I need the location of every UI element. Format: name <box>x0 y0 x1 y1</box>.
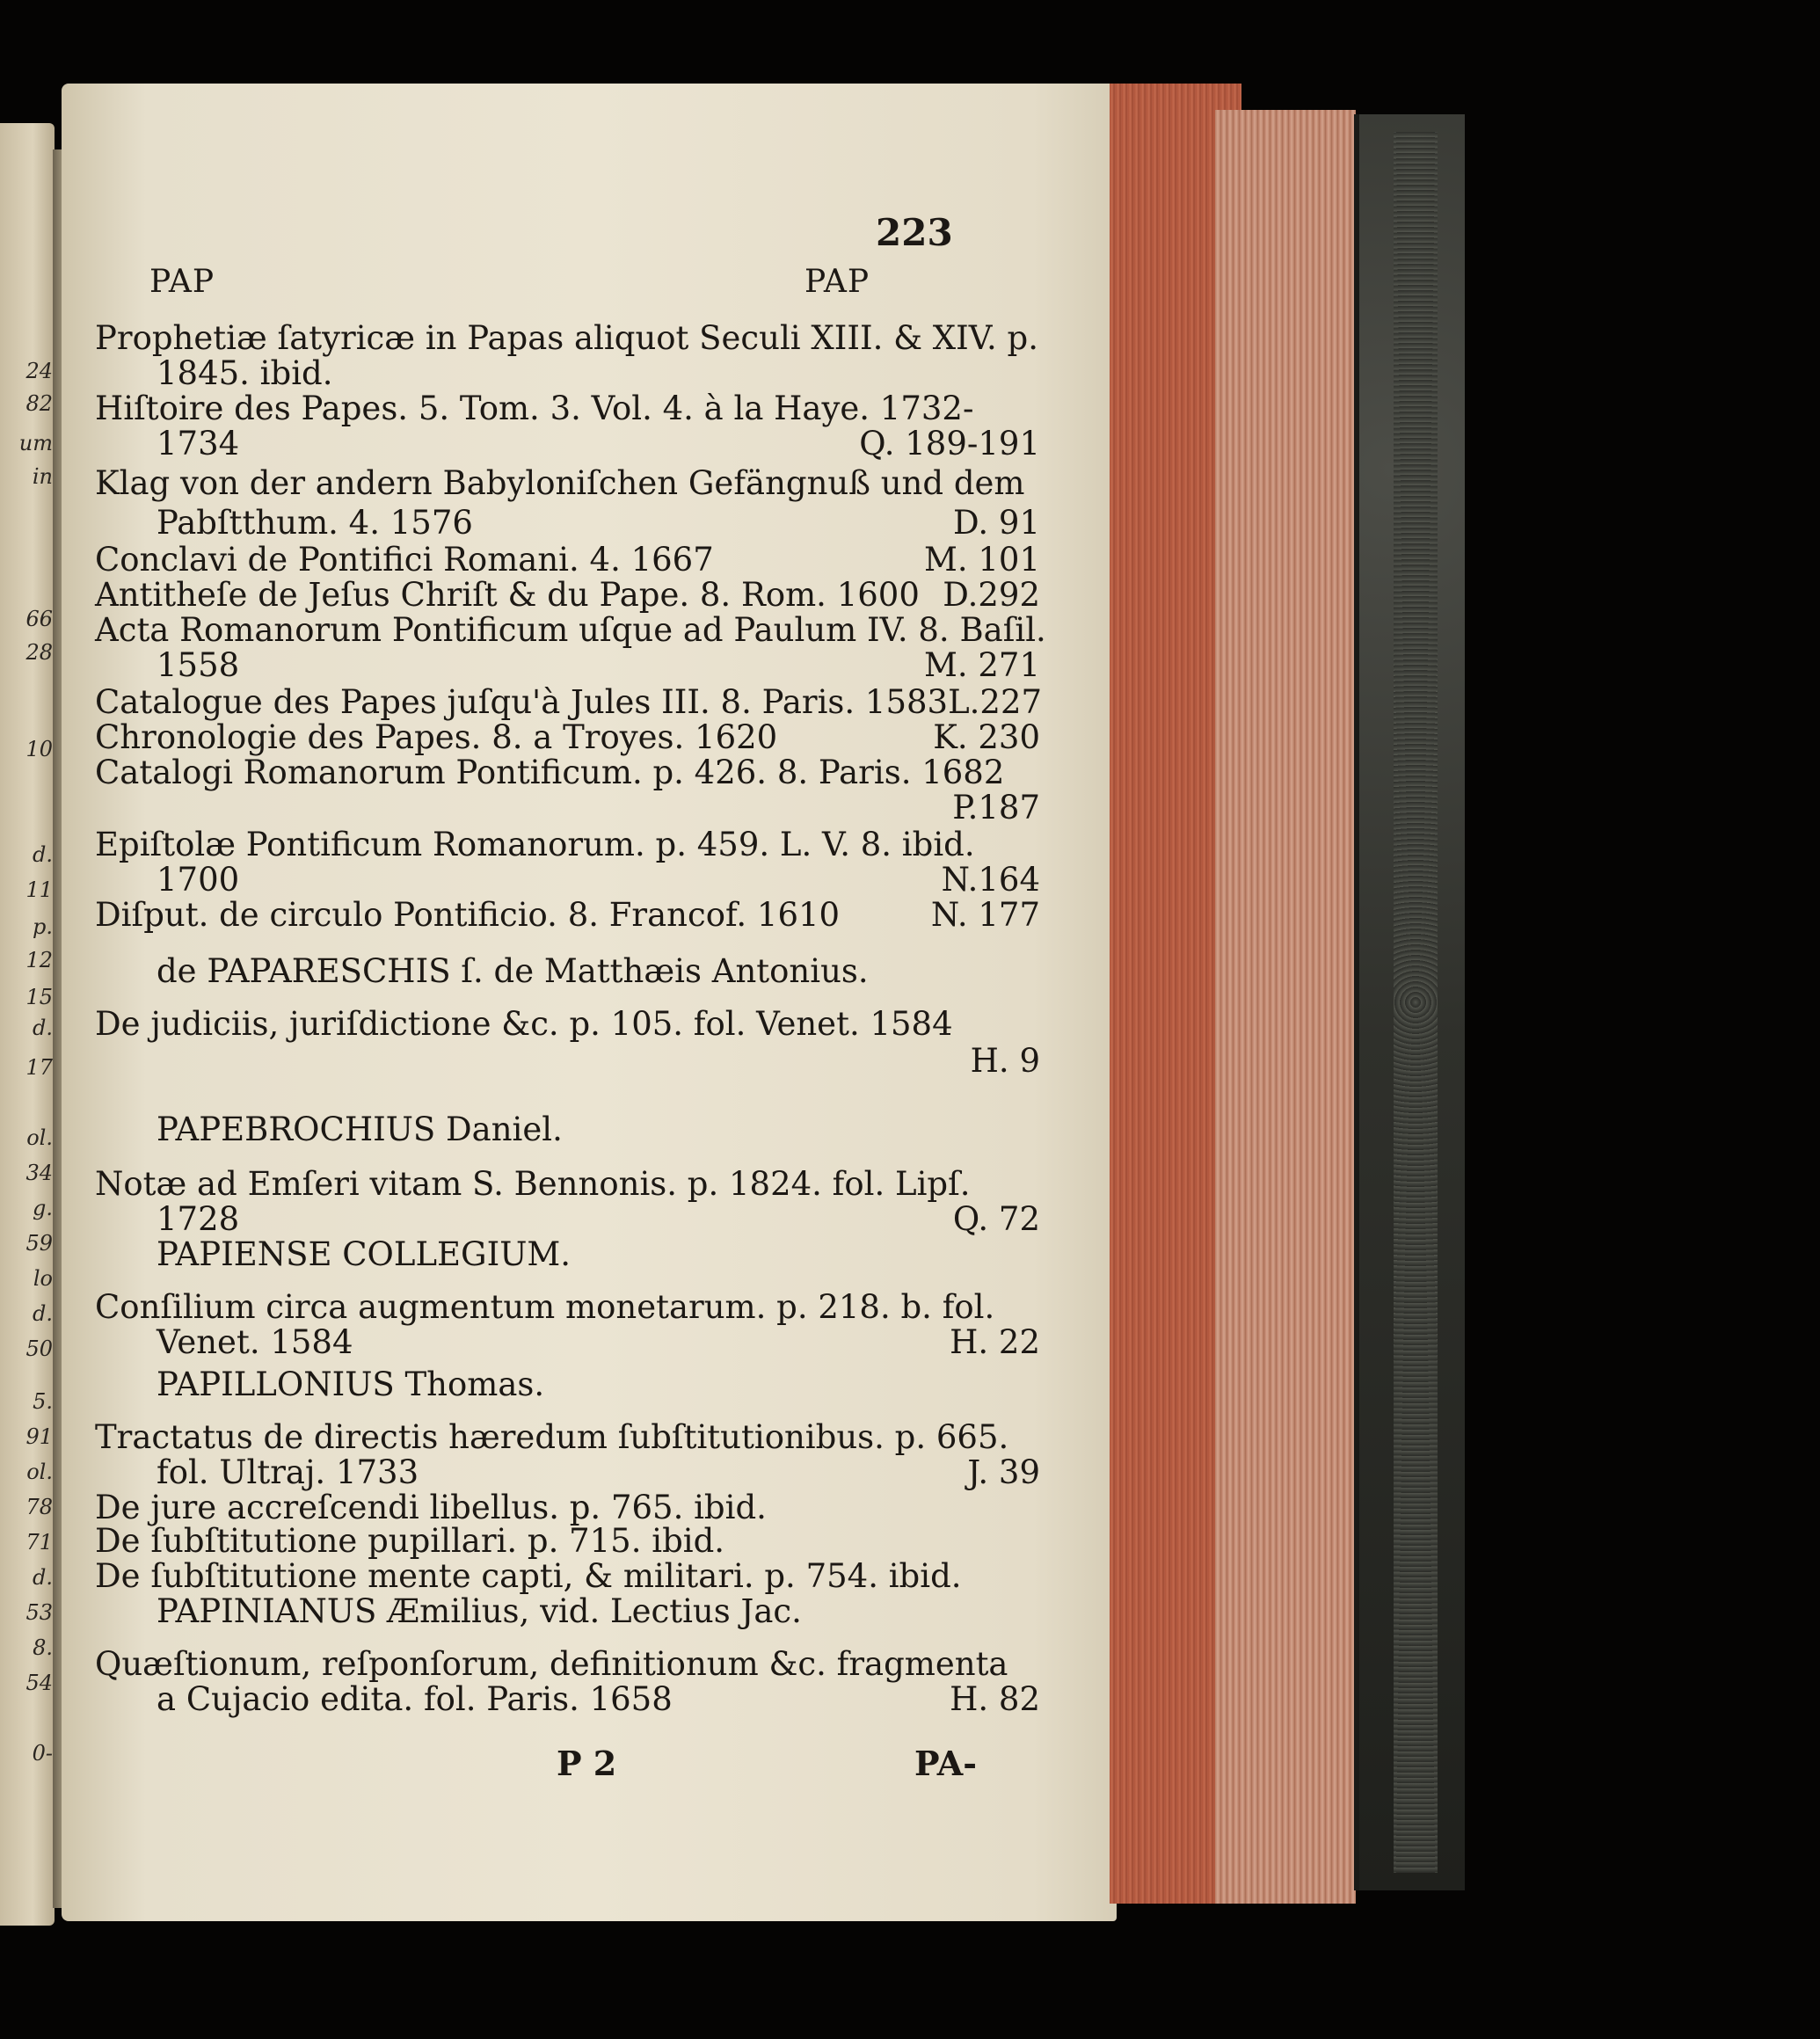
catalogue-entry <box>95 1559 1040 1594</box>
left-page-fragment: 91 <box>25 1424 53 1449</box>
entry-title: 1734 <box>157 425 240 462</box>
entry-title: Diſput. de circulo Pontificio. 8. Francof. 1610 <box>95 896 841 934</box>
left-page-fragment: 15 <box>25 985 53 1009</box>
entry-title: 1558 <box>157 646 240 684</box>
catalogue-entry <box>95 648 1040 683</box>
author-heading: de PAPARESCHIS ſ. de Matthæis Antonius. <box>157 952 869 990</box>
catalogue-entry <box>95 1490 1040 1526</box>
catalogue-entry <box>95 1647 1040 1682</box>
entry-title: De ſubſtitutione mente capti, & militari. p. 754. ibid. <box>95 1557 962 1595</box>
author-heading: PAPEBROCHIUS Daniel. <box>157 1111 563 1148</box>
entry-title: Catalogue des Papes juſqu'à Jules III. 8. Paris. 1583 <box>95 683 949 721</box>
left-page-fragment: ol. <box>26 1125 53 1150</box>
catalogue-entry <box>95 506 1040 541</box>
entry-title: De ſubſtitutione pupillari. p. 715. ibid. <box>95 1522 725 1560</box>
shelf-mark: Q. 189-191 <box>859 425 1040 462</box>
entry-title: Quæſtionum, reſponſorum, definitionum &c. fragmenta <box>95 1645 1008 1683</box>
catalogue-entry <box>95 611 1046 649</box>
catalogue-entry <box>95 720 1040 755</box>
left-page-fragment: 17 <box>25 1055 53 1080</box>
entry-title: 1845. ibid. <box>157 354 333 392</box>
catalogue-entry <box>95 578 1040 613</box>
catalogue-entry <box>95 898 1040 933</box>
left-page-fragment: 0- <box>32 1741 53 1766</box>
left-page-fragment: 10 <box>25 737 53 761</box>
catalogue-entry <box>95 1455 1040 1490</box>
shelf-mark: H. 82 <box>950 1680 1040 1718</box>
shelf-mark: N. 177 <box>930 896 1040 934</box>
shelf-mark: L.227 <box>948 683 1043 721</box>
catalogue-entry <box>95 1007 1040 1042</box>
shelf-mark: N.164 <box>941 861 1040 899</box>
catalogue-entry <box>95 1420 1040 1455</box>
left-page-fragment: 82 <box>25 391 53 416</box>
catalogue-entry <box>95 356 1040 391</box>
shelf-mark: P.187 <box>952 789 1040 827</box>
catchword: PA- <box>914 1744 978 1783</box>
catalogue-entry <box>95 1167 1040 1202</box>
entry-title: 1700 <box>157 861 240 899</box>
left-page-fragment: ol. <box>26 1460 53 1484</box>
page-number: 223 <box>876 211 953 254</box>
left-page-fragment: 11 <box>25 877 53 902</box>
left-page-fragment: g. <box>33 1196 53 1220</box>
entry-title: 1728 <box>157 1200 240 1238</box>
entry-title: Prophetiæ ſatyricæ in Papas aliquot Seculi XIII. & XIV. p. <box>95 319 1038 357</box>
shelf-mark: Q. 72 <box>952 1200 1040 1238</box>
catalogue-entry <box>95 391 1040 426</box>
entry-title: De judiciis, juriſdictione &c. p. 105. fol. Venet. 1584 <box>95 1005 953 1043</box>
entry-title: Klag von der andern Babyloniſchen Gefängnuß und dem <box>95 464 1025 502</box>
left-page-fragment: 66 <box>25 607 53 631</box>
shelf-mark: D. 91 <box>953 504 1040 542</box>
left-page-fragment: d. <box>33 1016 53 1040</box>
left-page-fragment: d. <box>33 1565 53 1590</box>
catalogue-entry <box>95 1290 1040 1325</box>
left-page-fragment: lo <box>33 1266 53 1291</box>
shelf-mark: D.292 <box>943 576 1040 614</box>
left-page-fragment: 50 <box>25 1336 53 1361</box>
catalogue-entry <box>95 827 1040 863</box>
catalogue-entry <box>95 790 1040 826</box>
catalogue-entry <box>95 426 1040 462</box>
catalogue-entry <box>95 321 1040 356</box>
left-page-fragment: in <box>32 464 53 489</box>
left-page-fragment: um <box>18 431 53 455</box>
left-page-fragment: p. <box>33 914 53 939</box>
shelf-mark: K. 230 <box>933 718 1040 756</box>
shelf-mark: M. 271 <box>923 646 1040 684</box>
catalogue-entry <box>95 1325 1040 1360</box>
entry-title: fol. Ultraj. 1733 <box>157 1453 419 1491</box>
author-heading: PAPILLONIUS Thomas. <box>157 1365 545 1403</box>
entry-title: De jure accreſcendi libellus. p. 765. ibid. <box>95 1489 767 1526</box>
entry-title: Epiſtolæ Pontificum Romanorum. p. 459. L. V. 8. ibid. <box>95 826 975 863</box>
catalogue-entry <box>95 1524 1040 1559</box>
left-page-fragment: 59 <box>25 1231 53 1256</box>
left-page-fragment: 71 <box>25 1530 53 1555</box>
entry-title: Tractatus de directis hæredum ſubſtitutionibus. p. 665. <box>95 1418 1009 1456</box>
entry-title: Pabſtthum. 4. 1576 <box>157 504 473 542</box>
left-page-fragment: 8. <box>33 1635 53 1660</box>
shelf-mark: H. 9 <box>970 1042 1040 1080</box>
page-block-edge-light <box>1215 110 1356 1904</box>
left-page-fragment: 24 <box>25 359 53 383</box>
entry-title: Notæ ad Emſeri vitam S. Bennonis. p. 1824. fol. Lipſ. <box>95 1165 971 1203</box>
entry-title: a Cujacio edita. fol. Paris. 1658 <box>157 1680 673 1718</box>
left-page-fragment: 54 <box>25 1671 53 1695</box>
entry-title: Chronologie des Papes. 8. a Troyes. 1620 <box>95 718 778 756</box>
author-heading: PAPIENSE COLLEGIUM. <box>157 1235 571 1273</box>
running-header-left: PAP <box>149 264 215 300</box>
running-header-right: PAP <box>804 264 870 300</box>
cover-marbling <box>1394 132 1438 1873</box>
catalogue-entry <box>95 755 1040 790</box>
left-page-fragment: 34 <box>25 1161 53 1185</box>
catalogue-entry <box>95 1202 1040 1237</box>
entry-title: Hiſtoire des Papes. 5. Tom. 3. Vol. 4. à la Haye. 1732- <box>95 390 974 427</box>
left-page-fragment: d. <box>33 842 53 867</box>
entry-title: Catalogi Romanorum Pontificum. p. 426. 8. Paris. 1682 <box>95 754 1005 791</box>
left-page-fragment: 53 <box>25 1600 53 1625</box>
catalogue-entry <box>95 683 1043 721</box>
catalogue-entry <box>95 1044 1040 1079</box>
entry-title: Venet. 1584 <box>157 1323 353 1361</box>
left-page-fragment: 78 <box>25 1495 53 1519</box>
entry-title: Conſilium circa augmentum monetarum. p. 218. b. fol. <box>95 1288 995 1326</box>
shelf-mark: J. 39 <box>967 1453 1040 1491</box>
left-page-fragment: 5. <box>33 1389 53 1414</box>
shelf-mark: H. 22 <box>950 1323 1040 1361</box>
previous-page-edge <box>0 123 55 1926</box>
entry-title: Conclavi de Pontifici Romani. 4. 1667 <box>95 541 714 579</box>
signature-mark: P 2 <box>557 1744 617 1783</box>
entry-title: Acta Romanorum Pontificum uſque ad Paulum IV. 8. Baſil. <box>95 611 1046 649</box>
left-page-fragment: d. <box>33 1301 53 1326</box>
catalogue-entry <box>95 1682 1040 1717</box>
left-page-fragment: 28 <box>25 640 53 665</box>
catalogue-entry <box>95 863 1040 898</box>
entry-title: Antitheſe de Jeſus Chriſt & du Pape. 8. Rom. 1600 <box>95 576 920 614</box>
shelf-mark: M. 101 <box>923 541 1040 579</box>
author-heading: PAPINIANUS Æmilius, vid. Lectius Jac. <box>157 1592 802 1630</box>
left-page-fragment: 12 <box>25 948 53 972</box>
catalogue-entry <box>95 466 1040 501</box>
catalogue-entry <box>95 543 1040 578</box>
